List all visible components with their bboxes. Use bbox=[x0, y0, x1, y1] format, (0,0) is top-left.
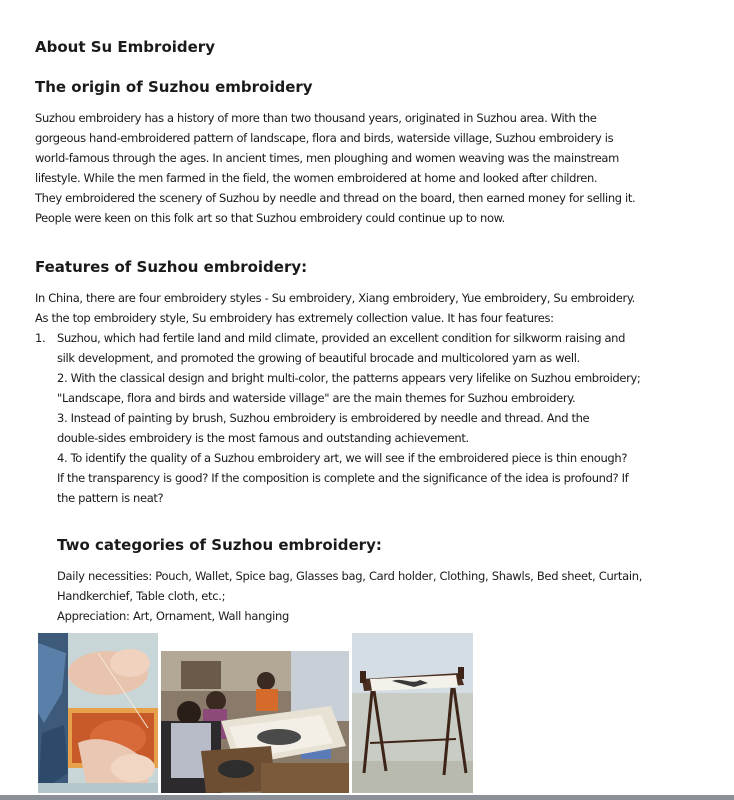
feature-line: 4. To identify the quality of a Suzhou embroidery art, we will see if the embroidered piece is thin enough? bbox=[57, 451, 628, 465]
feature-number: 1. bbox=[35, 331, 46, 345]
categories-line: Daily necessities: Pouch, Wallet, Spice bag, Glasses bag, Card holder, Clothing, Shawls, Bed sheet, Curtain, bbox=[57, 569, 643, 583]
features-heading: Features of Suzhou embroidery: bbox=[35, 258, 308, 276]
feature-line: 2. With the classical design and bright multi-color, the patterns appears very lifelike on Suzhou embroidery; bbox=[57, 371, 641, 385]
origin-line: lifestyle. While the men farmed in the field, the women embroidered at home and looked after children. bbox=[35, 171, 598, 185]
origin-line: People were keen on this folk art so that Suzhou embroidery could continue up to now. bbox=[35, 211, 505, 225]
feature-item-3 bbox=[35, 408, 734, 448]
feature-line: double-sides embroidery is the most famous and outstanding achievement. bbox=[57, 431, 469, 445]
bottom-divider bbox=[0, 795, 734, 800]
categories-line: Appreciation: Art, Ornament, Wall hanging bbox=[57, 609, 289, 623]
photo-embroidery-workshop bbox=[161, 651, 349, 793]
features-intro-line: As the top embroidery style, Su embroidery has extremely collection value. It has four features: bbox=[35, 311, 554, 325]
origin-paragraph bbox=[35, 108, 734, 228]
feature-item-2 bbox=[35, 368, 734, 408]
hands-embroidering-image bbox=[38, 633, 158, 793]
features-intro bbox=[35, 288, 734, 328]
workshop-image bbox=[161, 651, 349, 793]
origin-heading: The origin of Suzhou embroidery bbox=[35, 78, 313, 96]
features-intro-line: In China, there are four embroidery styles - Su embroidery, Xiang embroidery, Yue embroidery, Su embroidery. bbox=[35, 291, 635, 305]
photo-hands-embroidering bbox=[38, 633, 158, 793]
page-title: About Su Embroidery bbox=[35, 38, 215, 56]
feature-line: silk development, and promoted the growing of beautiful brocade and multicolored yarn as well. bbox=[57, 351, 580, 365]
origin-line: gorgeous hand-embroidered pattern of landscape, flora and birds, waterside village, Suzhou embroidery is bbox=[35, 131, 614, 145]
photo-embroidery-frame bbox=[352, 633, 473, 793]
origin-line: They embroidered the scenery of Suzhou by needle and thread on the board, then earned money for selling it. bbox=[35, 191, 636, 205]
features-list bbox=[35, 328, 734, 508]
origin-line: Suzhou embroidery has a history of more than two thousand years, originated in Suzhou area. With the bbox=[35, 111, 597, 125]
feature-line: Suzhou, which had fertile land and mild climate, provided an excellent condition for silkworm raising and bbox=[57, 331, 626, 345]
feature-item-4 bbox=[35, 448, 734, 508]
categories-heading: Two categories of Suzhou embroidery: bbox=[57, 536, 382, 554]
feature-line: 3. Instead of painting by brush, Suzhou embroidery is embroidered by needle and thread. And the bbox=[57, 411, 590, 425]
feature-item-1 bbox=[35, 328, 734, 368]
embroidery-frame-image bbox=[352, 633, 473, 793]
feature-line: "Landscape, flora and birds and waterside village" are the main themes for Suzhou embroidery. bbox=[57, 391, 576, 405]
categories-line: Handkerchief, Table cloth, etc.; bbox=[57, 589, 226, 603]
origin-line: world-famous through the ages. In ancient times, men ploughing and women weaving was the mainstream bbox=[35, 151, 619, 165]
categories-text bbox=[57, 566, 727, 626]
feature-line: the pattern is neat? bbox=[57, 491, 164, 505]
feature-line: If the transparency is good? If the composition is complete and the significance of the idea is profound? If bbox=[57, 471, 629, 485]
